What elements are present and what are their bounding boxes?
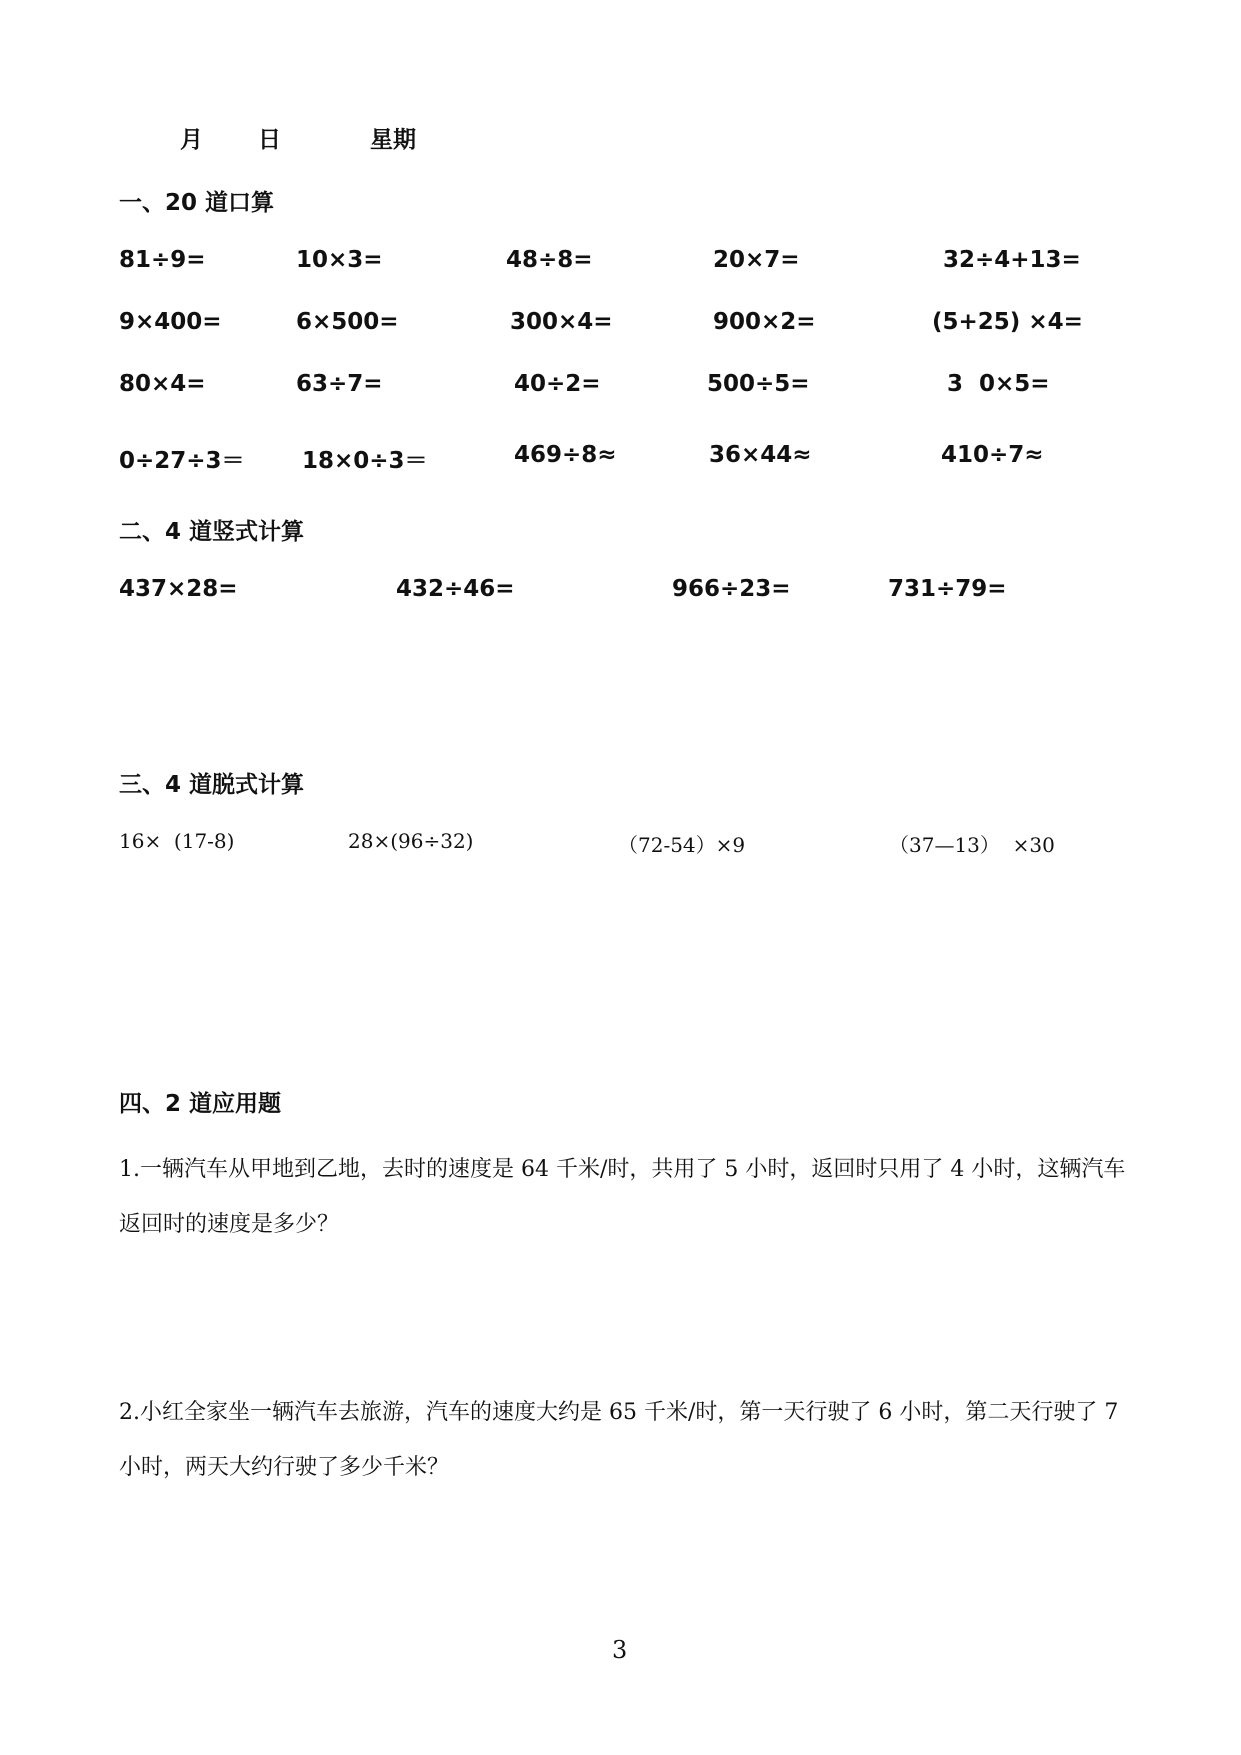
section3-title: 三、4 道脱式计算: [119, 772, 305, 798]
word-problem-2: 2.小红全家坐一辆汽车去旅游，汽车的速度大约是 65 千米/时，第一天行驶了 6 小时，第二天行驶了 7 小时，两天大约行驶了多少千米？: [119, 1400, 1119, 1480]
oral-calc-item: 48÷8=: [506, 247, 593, 273]
oral-calc-item: 3 0×5=: [947, 371, 1050, 397]
vertical-calc-item: 966÷23=: [672, 576, 791, 602]
stepwise-calc-item: （37—13） ×30: [889, 833, 1055, 857]
page-number: 3: [612, 1636, 628, 1664]
oral-calc-item: (5+25) ×4=: [932, 309, 1083, 335]
word-problem-1: 1.一辆汽车从甲地到乙地，去时的速度是 64 千米/时，共用了 5 小时，返回时只用了 4 小时，这辆汽车返回时的速度是多少？: [119, 1157, 1126, 1237]
vertical-calc-item: 437×28=: [119, 576, 238, 602]
oral-calc-item: 410÷7≈: [941, 442, 1044, 468]
oral-calc-item: 81÷9=: [119, 247, 206, 273]
oral-calc-item: 469÷8≈: [514, 442, 617, 468]
oral-calc-item: 6×500=: [296, 309, 399, 335]
vertical-calc-item: 731÷79=: [888, 576, 1007, 602]
oral-calc-item: 10×3=: [296, 247, 383, 273]
oral-calc-item: 32÷4+13=: [943, 247, 1081, 273]
oral-calc-item: 18×0÷3＝: [302, 448, 428, 474]
oral-calc-item: 900×2=: [713, 309, 816, 335]
date-weekday-label: 星期: [370, 127, 416, 153]
date-month-label: 月: [180, 127, 203, 153]
oral-calc-item: 500÷5=: [707, 371, 810, 397]
oral-calc-item: 40÷2=: [514, 371, 601, 397]
stepwise-calc-item: 16× (17-8): [119, 829, 235, 853]
oral-calc-item: 36×44≈: [709, 442, 812, 468]
vertical-calc-item: 432÷46=: [396, 576, 515, 602]
oral-calc-item: 9×400=: [119, 309, 222, 335]
oral-calc-item: 80×4=: [119, 371, 206, 397]
oral-calc-item: 20×7=: [713, 247, 800, 273]
stepwise-calc-item: 28×(96÷32): [348, 829, 474, 853]
oral-calc-item: 63÷7=: [296, 371, 383, 397]
section2-title: 二、4 道竖式计算: [119, 519, 305, 545]
oral-calc-item: 0÷27÷3＝: [119, 448, 245, 474]
oral-calc-item: 300×4=: [510, 309, 613, 335]
section1-title: 一、20 道口算: [119, 190, 275, 216]
section4-title: 四、2 道应用题: [119, 1091, 282, 1117]
date-day-label: 日: [258, 127, 281, 153]
stepwise-calc-item: （72-54）×9: [618, 833, 746, 857]
